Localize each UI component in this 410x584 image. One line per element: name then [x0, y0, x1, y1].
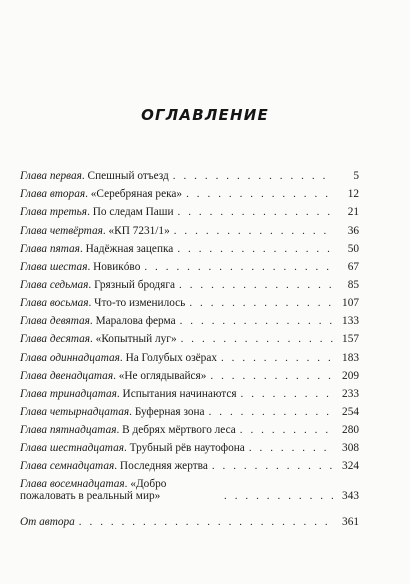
chapter-number: Глава первая: [20, 170, 82, 183]
toc-row[interactable]: [20, 345, 359, 363]
chapter-title: Испытания начинаются: [122, 387, 237, 400]
toc-entry: [20, 442, 245, 454]
separator: .: [87, 260, 94, 273]
separator: .: [124, 478, 131, 491]
dot-leader: [179, 279, 333, 291]
separator: .: [116, 424, 123, 437]
toc-entry: [20, 388, 237, 400]
chapter-title: «Серебряная река»: [90, 188, 183, 201]
chapter-title: Что-то изменилось: [94, 297, 186, 310]
page-number: 183: [342, 351, 359, 364]
chapter-number: Глава девятая: [20, 315, 90, 328]
toc-row[interactable]: [20, 454, 359, 472]
page-number: 107: [342, 297, 359, 310]
separator: .: [116, 387, 123, 400]
chapter-number: Глава тринадцатая: [20, 387, 117, 400]
toc-row[interactable]: [20, 273, 359, 291]
toc-row[interactable]: [20, 291, 359, 309]
dot-leader: [212, 460, 333, 472]
chapter-title: «Добро пожаловать в реальный мир»: [20, 478, 167, 503]
toc-entry: [20, 261, 140, 273]
chapter-number: Глава двенадцатая: [20, 369, 114, 382]
page-number: 343: [342, 490, 359, 503]
toc-entry: [20, 243, 173, 255]
toc-row[interactable]: [20, 327, 359, 345]
separator: .: [87, 206, 93, 219]
chapter-title: Спешный отъезд: [87, 170, 169, 183]
chapter-number: Глава вторая: [20, 188, 86, 201]
toc-entry: [20, 352, 217, 364]
page-number: 254: [342, 405, 359, 418]
separator: .: [129, 405, 135, 418]
page-number: 21: [347, 206, 359, 219]
chapter-number: Глава восемнадцатая: [20, 478, 125, 491]
toc-row[interactable]: [20, 255, 359, 273]
toc-row[interactable]: [20, 418, 359, 436]
chapter-title: По следам Паши: [92, 206, 174, 219]
page-number: 133: [342, 315, 359, 328]
dot-leader: [221, 352, 333, 364]
chapter-number: Глава одиннадцатая: [20, 351, 120, 364]
page-number: 36: [347, 224, 359, 237]
dot-leader: [79, 516, 333, 528]
page-number: 85: [347, 278, 359, 291]
dot-leader: [178, 206, 333, 218]
chapter-title: Грязный бродяга: [94, 278, 176, 291]
chapter-title: Новикóво: [93, 260, 141, 273]
dot-leader: [177, 243, 333, 255]
separator: .: [102, 224, 109, 237]
chapter-number: Глава четвёртая: [20, 224, 103, 237]
separator: .: [90, 333, 96, 346]
chapter-title: «Не оглядывайся»: [118, 369, 207, 382]
toc-row[interactable]: [20, 218, 359, 236]
dot-leader: [144, 261, 333, 273]
dot-leader: [186, 188, 333, 200]
separator: .: [113, 369, 119, 382]
page-number: 209: [342, 369, 359, 382]
chapter-title: Надёжная зацепка: [85, 242, 174, 255]
chapter-title: Маралова ферма: [95, 315, 176, 328]
separator: .: [124, 442, 130, 455]
page-number: 361: [342, 515, 359, 528]
chapter-number: Глава восьмая: [20, 297, 89, 310]
toc-entry: [20, 206, 174, 218]
chapter-number: Глава седьмая: [20, 278, 89, 291]
page-number: 50: [347, 242, 359, 255]
toc-row[interactable]: [20, 182, 359, 200]
separator: .: [85, 188, 91, 201]
chapter-number: Глава шестнадцатая: [20, 442, 124, 455]
toc-entry: [20, 424, 236, 436]
toc-entry: [20, 297, 185, 309]
toc-row[interactable]: [20, 472, 359, 502]
dot-leader: [180, 315, 333, 327]
toc-row[interactable]: [20, 164, 359, 182]
toc-row[interactable]: [20, 309, 359, 327]
toc-row[interactable]: [20, 400, 359, 418]
toc-entry: [20, 370, 206, 382]
section-title: От автора: [20, 515, 75, 528]
page-number: 5: [353, 170, 359, 183]
toc-entry: [20, 188, 182, 200]
page-number: 233: [342, 387, 359, 400]
chapter-title: Буферная зона: [134, 405, 205, 418]
dot-leader: [181, 333, 333, 345]
toc-entry: [20, 406, 205, 418]
chapter-title: На Голубых озёрах: [125, 351, 217, 364]
toc-entry: [20, 225, 170, 237]
separator: .: [79, 242, 86, 255]
dot-leader: [224, 490, 333, 502]
dot-leader: [241, 388, 333, 400]
dot-leader: [240, 424, 333, 436]
toc-row[interactable]: [20, 382, 359, 400]
chapter-number: Глава семнадцатая: [20, 460, 115, 473]
dot-leader: [189, 297, 333, 309]
chapter-number: Глава третья: [20, 206, 88, 219]
chapter-number: Глава шестая: [20, 260, 88, 273]
chapter-title: Трубный рёв наутофона: [129, 442, 245, 455]
separator: .: [114, 460, 120, 473]
dot-leader: [210, 370, 333, 382]
page-number: 324: [342, 460, 359, 473]
page-number: 12: [347, 188, 359, 201]
page-number: 280: [342, 424, 359, 437]
toc-entry: [20, 478, 220, 502]
dot-leader: [249, 442, 333, 454]
chapter-number: Глава десятая: [20, 333, 91, 346]
toc-entry: [20, 460, 208, 472]
toc-row[interactable]: [20, 200, 359, 218]
dot-leader: [174, 225, 333, 237]
page-number: 308: [342, 442, 359, 455]
separator: .: [89, 315, 96, 328]
page-number: 157: [342, 333, 359, 346]
toc-row[interactable]: [20, 436, 359, 454]
separator: .: [119, 351, 126, 364]
separator: .: [88, 278, 95, 291]
chapter-number: Глава пятая: [20, 242, 80, 255]
chapter-title: «КП 7231/1»: [108, 224, 170, 237]
toc-row-author[interactable]: [20, 509, 359, 527]
page-number: 67: [347, 260, 359, 273]
separator: .: [81, 170, 88, 183]
toc-entry: [20, 279, 175, 291]
chapter-title: Последняя жертва: [119, 460, 208, 473]
page-title: ОГЛАВЛЕНИЕ: [141, 106, 269, 124]
chapter-number: Глава пятнадцатая: [20, 424, 117, 437]
dot-leader: [173, 170, 333, 182]
chapter-number: Глава четырнадцатая: [20, 405, 130, 418]
chapter-title: «Копытный луг»: [95, 333, 177, 346]
dot-leader: [209, 406, 333, 418]
toc-entry: [20, 170, 169, 182]
chapter-title: В дебрях мёртвого леса: [122, 424, 236, 437]
separator: .: [88, 297, 95, 310]
toc-entry: [20, 516, 75, 528]
toc-entry: [20, 315, 176, 327]
toc-row[interactable]: [20, 237, 359, 255]
table-of-contents: [20, 164, 359, 528]
toc-entry: [20, 333, 177, 345]
toc-row[interactable]: [20, 364, 359, 382]
